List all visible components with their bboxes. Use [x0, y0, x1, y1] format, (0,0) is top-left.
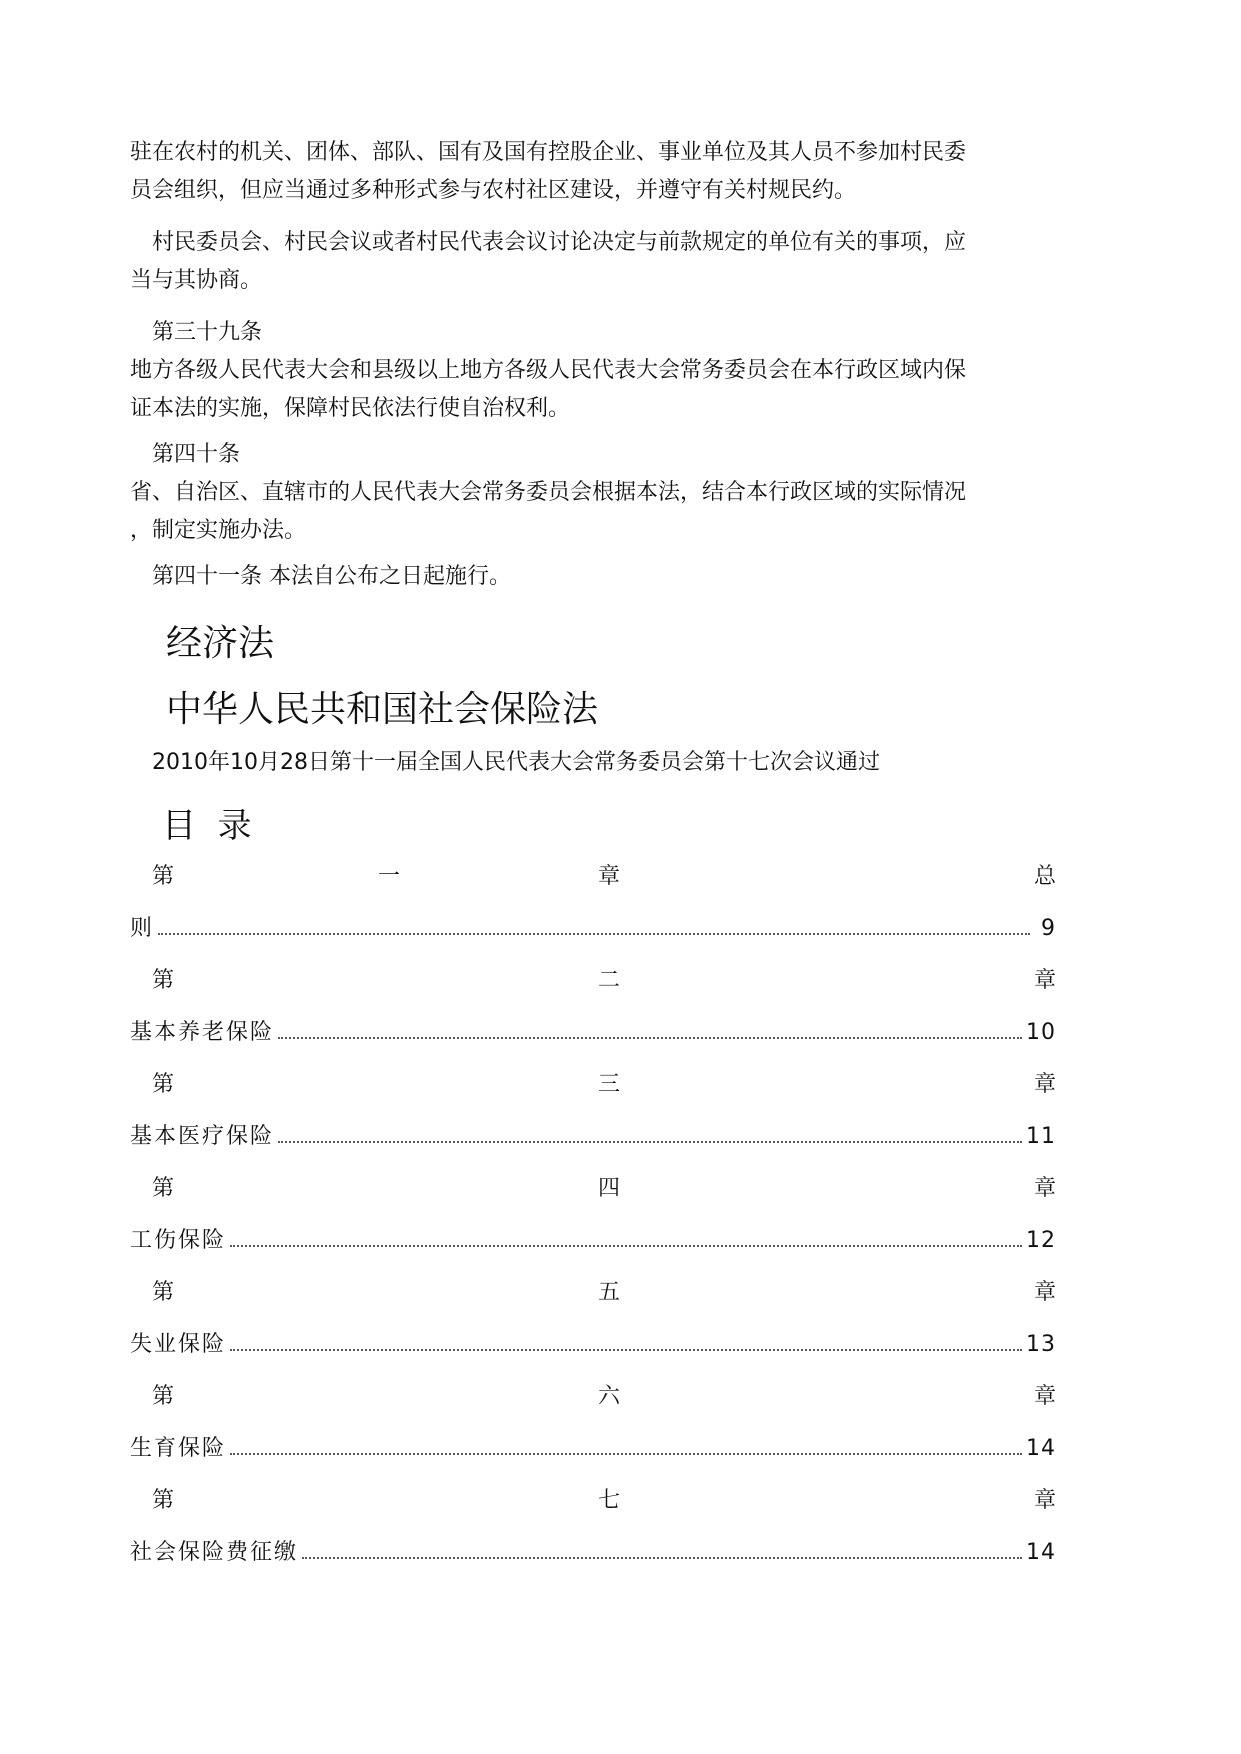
toc-entry[interactable] [130, 914, 1056, 944]
toc-entry-title: 基本养老保险 [130, 1020, 275, 1045]
toc-chapter-heading [130, 1174, 1056, 1204]
toc-dot-leader [230, 1245, 1022, 1247]
toc-title: 目 录 [162, 806, 252, 846]
toc-entry[interactable] [130, 1538, 1056, 1568]
toc-chapter-heading [130, 862, 1056, 892]
toc-entry-title: 生育保险 [130, 1436, 227, 1461]
toc-chapter-heading [130, 1070, 1056, 1100]
toc-chapter-number: 二 [598, 968, 621, 993]
toc-dot-leader [158, 933, 1030, 935]
toc-entry[interactable] [130, 1226, 1056, 1256]
toc-chapter-number: 一 [378, 864, 401, 889]
toc-chapter-number: 三 [598, 1072, 621, 1097]
toc-entry-page: 13 [1026, 1332, 1056, 1357]
toc-chapter-prefix: 第 [152, 1176, 175, 1201]
toc-chapter-suffix: 章 [1034, 1072, 1057, 1097]
toc-chapter-suffix: 章 [1034, 1488, 1057, 1513]
toc-chapter-heading [130, 966, 1056, 996]
toc-chapter-suffix: 章 [1034, 968, 1057, 993]
toc-entry[interactable] [130, 1330, 1056, 1360]
body-line-7: 证本法的实施，保障村民依法行使自治权利。 [130, 396, 571, 421]
body-line-3: 村民委员会、村民会议或者村民代表会议讨论决定与前款规定的单位有关的事项，应 [152, 230, 967, 255]
toc-chapter-prefix: 第 [152, 1280, 175, 1305]
toc-entry[interactable] [130, 1122, 1056, 1152]
toc-entry-page: 10 [1026, 1020, 1056, 1045]
toc-chapter-number: 五 [598, 1280, 621, 1305]
toc-dot-leader [230, 1349, 1022, 1351]
toc-chapter-prefix: 第 [152, 1072, 175, 1097]
toc-chapter-suffix: 章 [1034, 1384, 1057, 1409]
toc-entry-title: 失业保险 [130, 1332, 227, 1357]
toc-entry-page: 11 [1026, 1124, 1056, 1149]
body-line-1: 驻在农村的机关、团体、部队、国有及国有控股企业、事业单位及其人员不参加村民委 [130, 140, 967, 165]
toc-chapter-prefix: 第 [152, 1384, 175, 1409]
body-line-9: 省、自治区、直辖市的人民代表大会常务委员会根据本法，结合本行政区域的实际情况 [130, 480, 967, 505]
toc-chapter-number: 七 [598, 1488, 621, 1513]
toc-chapter-heading [130, 1278, 1056, 1308]
toc-chapter-number: 四 [598, 1176, 621, 1201]
toc-chapter-number: 六 [598, 1384, 621, 1409]
toc-entry-title: 社会保险费征缴 [130, 1540, 299, 1565]
toc-entry-title: 则 [130, 916, 155, 941]
toc-entry-page: 12 [1026, 1228, 1056, 1253]
law-title: 中华人民共和国社会保险法 [166, 689, 599, 730]
article-39-heading: 第三十九条 [152, 320, 263, 345]
body-line-6: 地方各级人民代表大会和县级以上地方各级人民代表大会常务委员会在本行政区域内保 [130, 358, 967, 383]
toc-entry-page: 14 [1026, 1436, 1056, 1461]
toc-chapter-suffix: 章 [1034, 1176, 1057, 1201]
toc-entry[interactable] [130, 1018, 1056, 1048]
adoption-note: 2010年10月28日第十一届全国人民代表大会常务委员会第十七次会议通过 [152, 750, 880, 775]
toc-chapter-prefix: 第 [152, 968, 175, 993]
toc-entry-page: 9 [1041, 916, 1056, 941]
toc-chapter-prefix: 第 [152, 1488, 175, 1513]
toc-entry[interactable] [130, 1434, 1056, 1464]
body-line-4: 当与其协商。 [130, 268, 263, 293]
article-41: 第四十一条 本法自公布之日起施行。 [152, 564, 511, 589]
body-line-10: ，制定实施办法。 [130, 518, 307, 543]
toc-chapter-heading [130, 1486, 1056, 1516]
toc-chapter-suffix: 章 [598, 864, 621, 889]
toc-entry-title: 基本医疗保险 [130, 1124, 275, 1149]
toc-chapter-suffix: 章 [1034, 1280, 1057, 1305]
body-line-2: 员会组织，但应当通过多种形式参与农村社区建设，并遵守有关村规民约。 [130, 178, 857, 203]
toc-entry-page: 14 [1026, 1540, 1056, 1565]
toc-entry-title: 工伤保险 [130, 1228, 227, 1253]
toc-dot-leader [278, 1141, 1022, 1143]
article-40-heading: 第四十条 [152, 442, 241, 467]
toc-dot-leader [230, 1453, 1022, 1455]
toc-chapter-heading [130, 1382, 1056, 1412]
toc-dot-leader [302, 1557, 1022, 1559]
section-title: 经济法 [166, 623, 275, 664]
toc-dot-leader [278, 1037, 1022, 1039]
toc-chapter-extra: 总 [1034, 864, 1057, 889]
toc-chapter-prefix: 第 [152, 864, 175, 889]
